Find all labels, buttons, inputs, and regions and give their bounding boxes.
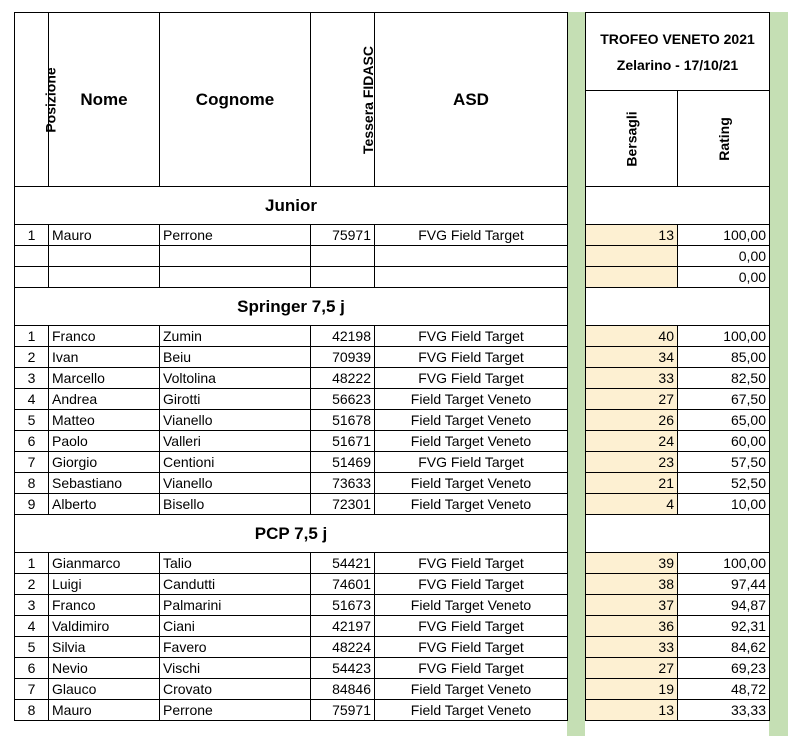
card-number-cell: 75971: [311, 225, 375, 246]
club-cell: Field Target Veneto: [375, 389, 568, 410]
section-title: Junior: [15, 187, 568, 225]
last-name-cell: Bisello: [160, 494, 311, 515]
first-name-cell: Marcello: [49, 368, 160, 389]
header-tessera: Tessera FIDASC: [311, 13, 375, 187]
results-row: [586, 700, 770, 721]
card-number-cell: [311, 246, 375, 267]
targets-cell: [586, 267, 678, 288]
card-number-cell: 51469: [311, 452, 375, 473]
ranking-table: [14, 12, 568, 721]
position-cell: 5: [15, 410, 49, 431]
targets-cell: 19: [586, 679, 678, 700]
last-name-cell: Perrone: [160, 225, 311, 246]
table-row: [15, 267, 568, 288]
position-cell: 4: [15, 389, 49, 410]
position-cell: 1: [15, 553, 49, 574]
section-spacer: [586, 288, 770, 326]
rating-cell: 100,00: [678, 225, 770, 246]
first-name-cell: Giorgio: [49, 452, 160, 473]
first-name-cell: Valdimiro: [49, 616, 160, 637]
rating-cell: 94,87: [678, 595, 770, 616]
results-header-row: [586, 91, 770, 187]
rating-cell: 65,00: [678, 410, 770, 431]
header-rating: Rating: [678, 91, 770, 187]
position-cell: 9: [15, 494, 49, 515]
rating-cell: 52,50: [678, 473, 770, 494]
targets-cell: 39: [586, 553, 678, 574]
last-name-cell: Candutti: [160, 574, 311, 595]
card-number-cell: 75971: [311, 700, 375, 721]
targets-cell: 23: [586, 452, 678, 473]
section-title: Springer 7,5 j: [15, 288, 568, 326]
section-header-row: [15, 515, 568, 553]
card-number-cell: 74601: [311, 574, 375, 595]
first-name-cell: Sebastiano: [49, 473, 160, 494]
position-cell: [15, 246, 49, 267]
rating-cell: 92,31: [678, 616, 770, 637]
club-cell: Field Target Veneto: [375, 494, 568, 515]
first-name-cell: Ivan: [49, 347, 160, 368]
table-row: [15, 553, 568, 574]
club-cell: Field Target Veneto: [375, 473, 568, 494]
results-row: [586, 225, 770, 246]
last-name-cell: Talio: [160, 553, 311, 574]
table-row: [15, 473, 568, 494]
targets-cell: 13: [586, 700, 678, 721]
position-cell: 7: [15, 679, 49, 700]
section-header-row: [15, 288, 568, 326]
first-name-cell: Nevio: [49, 658, 160, 679]
rating-cell: 10,00: [678, 494, 770, 515]
last-name-cell: Valleri: [160, 431, 311, 452]
results-row: [586, 637, 770, 658]
rating-cell: 97,44: [678, 574, 770, 595]
targets-cell: 26: [586, 410, 678, 431]
position-cell: 2: [15, 574, 49, 595]
last-name-cell: Voltolina: [160, 368, 311, 389]
targets-cell: 33: [586, 637, 678, 658]
results-row: [586, 658, 770, 679]
results-row: [586, 595, 770, 616]
results-row: [586, 494, 770, 515]
targets-cell: 4: [586, 494, 678, 515]
first-name-cell: Gianmarco: [49, 553, 160, 574]
card-number-cell: [311, 267, 375, 288]
results-row: [586, 431, 770, 452]
results-row: [586, 452, 770, 473]
card-number-cell: 54421: [311, 553, 375, 574]
position-cell: 3: [15, 368, 49, 389]
club-cell: [375, 246, 568, 267]
position-cell: 6: [15, 658, 49, 679]
rating-cell: 0,00: [678, 267, 770, 288]
club-cell: Field Target Veneto: [375, 700, 568, 721]
results-row: [586, 574, 770, 595]
last-name-cell: Vianello: [160, 473, 311, 494]
table-row: [15, 389, 568, 410]
targets-cell: 33: [586, 368, 678, 389]
club-cell: FVG Field Target: [375, 658, 568, 679]
last-name-cell: Ciani: [160, 616, 311, 637]
last-name-cell: Vischi: [160, 658, 311, 679]
card-number-cell: 56623: [311, 389, 375, 410]
rating-cell: 85,00: [678, 347, 770, 368]
rating-cell: 84,62: [678, 637, 770, 658]
club-cell: [375, 267, 568, 288]
section-spacer-row: [586, 187, 770, 225]
last-name-cell: Centioni: [160, 452, 311, 473]
table-row: [15, 225, 568, 246]
rating-cell: 100,00: [678, 326, 770, 347]
event-title-cell: [586, 13, 770, 91]
targets-cell: 37: [586, 595, 678, 616]
rating-cell: 82,50: [678, 368, 770, 389]
club-cell: FVG Field Target: [375, 368, 568, 389]
results-row: [586, 679, 770, 700]
results-row: [586, 410, 770, 431]
section-spacer-row: [586, 288, 770, 326]
table-row: [15, 574, 568, 595]
section-spacer: [586, 515, 770, 553]
rating-cell: 57,50: [678, 452, 770, 473]
header-asd: ASD: [375, 13, 568, 187]
club-cell: FVG Field Target: [375, 452, 568, 473]
table-row: [15, 347, 568, 368]
targets-cell: 24: [586, 431, 678, 452]
rating-cell: 48,72: [678, 679, 770, 700]
first-name-cell: [49, 267, 160, 288]
card-number-cell: 48222: [311, 368, 375, 389]
green-right-edge: [769, 12, 788, 736]
green-separator: [567, 12, 585, 736]
rating-cell: 0,00: [678, 246, 770, 267]
club-cell: FVG Field Target: [375, 553, 568, 574]
position-cell: 8: [15, 473, 49, 494]
card-number-cell: 54423: [311, 658, 375, 679]
last-name-cell: Perrone: [160, 700, 311, 721]
club-cell: FVG Field Target: [375, 616, 568, 637]
position-cell: 1: [15, 326, 49, 347]
card-number-cell: 72301: [311, 494, 375, 515]
section-spacer: [586, 187, 770, 225]
header-bersagli: Bersagli: [586, 91, 678, 187]
first-name-cell: Alberto: [49, 494, 160, 515]
header-nome: Nome: [49, 13, 160, 187]
club-cell: FVG Field Target: [375, 225, 568, 246]
first-name-cell: Andrea: [49, 389, 160, 410]
card-number-cell: 51671: [311, 431, 375, 452]
table-row: [15, 431, 568, 452]
targets-cell: 21: [586, 473, 678, 494]
position-cell: 1: [15, 225, 49, 246]
first-name-cell: Glauco: [49, 679, 160, 700]
first-name-cell: Paolo: [49, 431, 160, 452]
club-cell: FVG Field Target: [375, 347, 568, 368]
rating-cell: 33,33: [678, 700, 770, 721]
targets-cell: 36: [586, 616, 678, 637]
first-name-cell: Luigi: [49, 574, 160, 595]
header-posizione: Posizione: [15, 13, 49, 187]
card-number-cell: 70939: [311, 347, 375, 368]
results-row: [586, 347, 770, 368]
card-number-cell: 73633: [311, 473, 375, 494]
results-row: [586, 246, 770, 267]
results-row: [586, 326, 770, 347]
results-row: [586, 473, 770, 494]
targets-cell: 34: [586, 347, 678, 368]
results-row: [586, 368, 770, 389]
last-name-cell: Zumin: [160, 326, 311, 347]
club-cell: Field Target Veneto: [375, 410, 568, 431]
card-number-cell: 42198: [311, 326, 375, 347]
club-cell: Field Target Veneto: [375, 595, 568, 616]
position-cell: 5: [15, 637, 49, 658]
table-row: [15, 679, 568, 700]
first-name-cell: [49, 246, 160, 267]
club-cell: FVG Field Target: [375, 574, 568, 595]
table-row: [15, 494, 568, 515]
position-cell: 6: [15, 431, 49, 452]
targets-cell: [586, 246, 678, 267]
section-spacer-row: [586, 515, 770, 553]
results-table: [585, 12, 770, 721]
card-number-cell: 42197: [311, 616, 375, 637]
rating-cell: 69,23: [678, 658, 770, 679]
last-name-cell: Beiu: [160, 347, 311, 368]
first-name-cell: Silvia: [49, 637, 160, 658]
position-cell: [15, 267, 49, 288]
first-name-cell: Matteo: [49, 410, 160, 431]
table-row: [15, 700, 568, 721]
club-cell: FVG Field Target: [375, 637, 568, 658]
table-row: [15, 410, 568, 431]
first-name-cell: Mauro: [49, 225, 160, 246]
club-cell: Field Target Veneto: [375, 431, 568, 452]
table-row: [15, 595, 568, 616]
results-row: [586, 553, 770, 574]
header-cognome: Cognome: [160, 13, 311, 187]
results-row: [586, 616, 770, 637]
position-cell: 4: [15, 616, 49, 637]
rating-cell: 100,00: [678, 553, 770, 574]
header-row: [15, 13, 568, 187]
targets-cell: 27: [586, 389, 678, 410]
rating-cell: 60,00: [678, 431, 770, 452]
first-name-cell: Mauro: [49, 700, 160, 721]
table-row: [15, 246, 568, 267]
first-name-cell: Franco: [49, 326, 160, 347]
table-row: [15, 368, 568, 389]
club-cell: Field Target Veneto: [375, 679, 568, 700]
section-header-row: [15, 187, 568, 225]
card-number-cell: 51678: [311, 410, 375, 431]
table-row: [15, 637, 568, 658]
last-name-cell: [160, 246, 311, 267]
table-row: [15, 326, 568, 347]
position-cell: 8: [15, 700, 49, 721]
targets-cell: 27: [586, 658, 678, 679]
position-cell: 3: [15, 595, 49, 616]
last-name-cell: Palmarini: [160, 595, 311, 616]
position-cell: 2: [15, 347, 49, 368]
table-row: [15, 658, 568, 679]
card-number-cell: 84846: [311, 679, 375, 700]
club-cell: FVG Field Target: [375, 326, 568, 347]
card-number-cell: 51673: [311, 595, 375, 616]
last-name-cell: [160, 267, 311, 288]
targets-cell: 13: [586, 225, 678, 246]
results-row: [586, 267, 770, 288]
rating-cell: 67,50: [678, 389, 770, 410]
first-name-cell: Franco: [49, 595, 160, 616]
last-name-cell: Crovato: [160, 679, 311, 700]
results-row: [586, 389, 770, 410]
table-row: [15, 616, 568, 637]
targets-cell: 40: [586, 326, 678, 347]
targets-cell: 38: [586, 574, 678, 595]
last-name-cell: Girotti: [160, 389, 311, 410]
section-title: PCP 7,5 j: [15, 515, 568, 553]
card-number-cell: 48224: [311, 637, 375, 658]
last-name-cell: Favero: [160, 637, 311, 658]
event-title: TROFEO VENETO 2021: [600, 30, 755, 47]
last-name-cell: Vianello: [160, 410, 311, 431]
event-place-date: Zelarino - 17/10/21: [616, 56, 739, 73]
position-cell: 7: [15, 452, 49, 473]
table-row: [15, 452, 568, 473]
